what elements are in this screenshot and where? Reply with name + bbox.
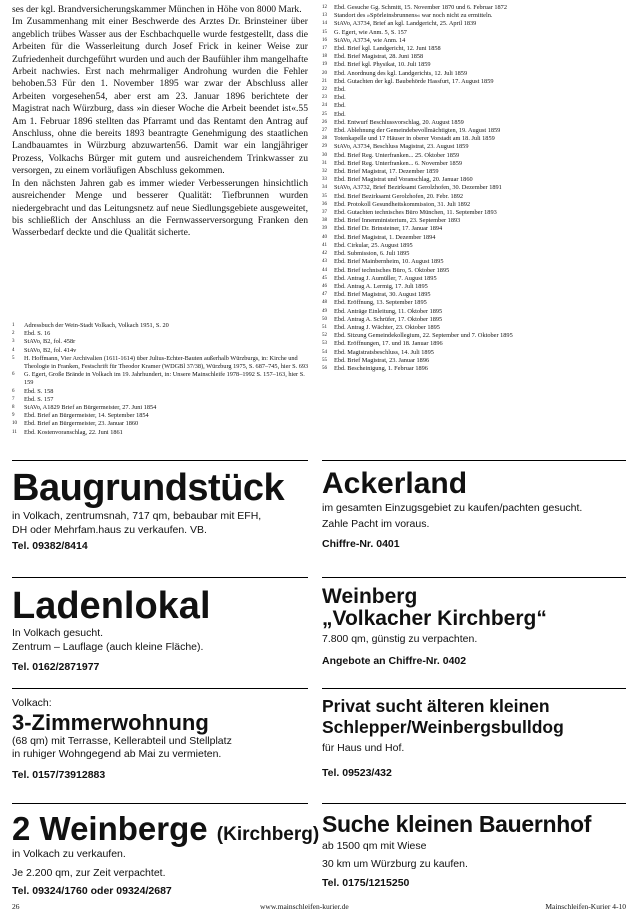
ad-contact: Tel. 0157/73912883	[12, 768, 106, 781]
footnote	[322, 12, 628, 20]
footnote-text: Ebd. Antrag J. Wächter, 23. Oktober 1895	[334, 323, 440, 331]
footnote-text: Ebd. Antrag A. Lermig, 17. Juli 1895	[334, 282, 428, 290]
footnote-number: 52	[322, 333, 327, 339]
footnote-text: Ebd.	[334, 102, 346, 110]
footnote-text: Ebd. Gutachten technisches Büro München, 11. September 1893	[334, 209, 497, 217]
ad-text: 7.800 qm, günstig zu verpachten.	[322, 633, 478, 645]
footnote-text: Ebd.	[334, 86, 346, 94]
footnote	[322, 135, 628, 143]
footnote-number: 10	[12, 421, 17, 427]
footnote-number: 19	[322, 62, 327, 68]
footnote-text: Ebd. Brief technisches Büro, 5. Oktober 1895	[334, 266, 450, 274]
ad-text: 30 km um Würzburg zu kaufen.	[322, 857, 468, 870]
footnote-number: 51	[322, 324, 327, 330]
footnote-number: 48	[322, 300, 327, 306]
ad-headline: Ladenlokal	[12, 585, 211, 627]
footnote	[322, 20, 628, 28]
footnote-number: 35	[322, 193, 327, 199]
footnote-number: 11	[12, 429, 17, 435]
ad-headline-sub: (Kirchberg)	[216, 824, 320, 845]
ad-contact: Chiffre-Nr. 0401	[322, 538, 400, 550]
footnote-number: 36	[322, 201, 327, 207]
footnote	[322, 152, 628, 160]
footnote	[322, 119, 628, 127]
footnote	[322, 53, 628, 61]
footnote-number: 53	[322, 341, 327, 347]
ad-contact: Tel. 09324/1760 oder 09324/2687	[12, 885, 172, 897]
footnote-text: Ebd. Brief Magistrat und Voranschlag, 20. Januar 1860	[334, 176, 473, 184]
footnote	[322, 29, 628, 37]
footnote-number: 18	[322, 54, 327, 60]
footnote-number: 3	[12, 339, 15, 345]
footnote-number: 9	[12, 413, 15, 419]
footnote-number: 55	[322, 357, 327, 363]
footnote-text: Ebd. Bescheinigung, 1. Februar 1896	[334, 364, 428, 372]
footnote-number: 37	[322, 210, 327, 216]
footnote	[12, 347, 310, 355]
footnote	[322, 127, 628, 135]
footnote	[322, 340, 628, 348]
ad-pretext: Volkach:	[12, 697, 52, 709]
website-link[interactable]: www.mainschleifen-kurier.de	[260, 902, 349, 911]
footnote	[12, 338, 310, 346]
footnote	[322, 78, 628, 86]
footnote	[322, 168, 628, 176]
article-paragraph: Im Zusammenhang mit einer Beschwerde des Arztes Dr. Brinsteiner über angeblich trübes Wasser aus der Eschbachquelle wurde festgestellt, dass die Arbeiten für die Wasserleitung durch Josef Frick in keiner Weise zur Zufriedenheit durchgeführt wurden und auch der Baufühler ihm mangelhafte Arbeit nachwies. Erst nach mehrmaliger Androhung wurden die Fehler behoben.53 Für den 1. November 1895 war zwar der Abschluss aller Arbeiten vorgesehen54, aber erst am 23. Januar 1896 berichtete der Magistrat nach Würzburg, dass »in dieser Woche die Arbeit beendet ist«.55 Am 1. Februar 1896 stellten das Pfarramt und das Rentamt den Antrag auf Anschluss, ohne die bereits 1893 beantragte Genehmigung des staatlichen Landbauamtes in Würzburg abzuwarten56. Damit war ein langjähriger Prozess, Volkachs Bürger mit gutem und ausreichendem Trinkwasser zu versorgen, zu einem vorläufigen Abschluss gekommen.	[12, 16, 308, 177]
footnotes-left	[12, 322, 310, 437]
footnote	[322, 111, 628, 119]
footnote	[322, 267, 628, 275]
footnote-number: 45	[322, 275, 327, 281]
page-footer	[12, 900, 626, 914]
footnote-text: Totenkapelle und 17 Häuser in oberer Vorstadt am 18. Juli 1859	[334, 135, 495, 143]
footnote-number: 21	[322, 78, 327, 84]
footnote-text: Ebd. Brief Bezirksamt Gerolzhofen, 20. Febr. 1892	[334, 192, 464, 200]
footnote-number: 20	[322, 70, 327, 76]
footnote	[322, 209, 628, 217]
footnote	[322, 250, 628, 258]
footnote-text: Ebd. Brief Reg. Unterfranken... 25. Oktober 1859	[334, 151, 460, 159]
ad-text: In Volkach gesucht.	[12, 627, 104, 639]
footnote-number: 7	[12, 396, 15, 402]
footnote-text: Ebd.	[334, 94, 346, 102]
ad-text: (68 qm) mit Terrasse, Kellerabteil und Stellplatz	[12, 734, 232, 747]
footnote-text: Ebd. Brief Magistrat, 1. Dezember 1894	[334, 233, 436, 241]
footnote	[322, 143, 628, 151]
footnote-number: 16	[322, 37, 327, 43]
footnote-number: 24	[322, 103, 327, 109]
footnote-number: 17	[322, 46, 327, 52]
ad-bauernhof	[322, 803, 626, 904]
footnote-text: Ebd. Antrag A. Schrüfer, 17. Oktober 1895	[334, 315, 443, 323]
footnote-number: 40	[322, 234, 327, 240]
ad-text: in ruhiger Wohngegend ab Mai zu vermieten.	[12, 748, 222, 760]
ad-text: DH oder Mehrfam.haus zu verkaufen. VB.	[12, 523, 207, 536]
footnote-text: Ebd. Brief Magistrat, 30. August 1895	[334, 291, 431, 299]
ad-headline: Suche kleinen Bauernhof	[322, 811, 592, 837]
footnote-text: Adressbuch der Wein-Stadt Volkach, Volkach 1951, S. 20	[24, 322, 169, 329]
footnote	[322, 275, 628, 283]
footnote-text: Ebd.	[334, 110, 346, 118]
footnote-number: 27	[322, 128, 327, 134]
ad-headline: Weinberg	[322, 585, 418, 608]
footnote-number: 6	[12, 388, 15, 394]
footnote-number: 2	[12, 331, 15, 337]
ad-2-weinberge	[12, 803, 320, 904]
footnote-text: Ebd. Ablehnung der Gemeindebevollmächtigten, 19. August 1859	[334, 127, 501, 135]
footnote	[322, 37, 628, 45]
issue-label: Mainschleifen-Kurier 4-10	[545, 902, 626, 911]
footnote	[322, 299, 628, 307]
footnote-text: Ebd. S. 16	[24, 330, 51, 338]
footnote-number: 12	[322, 5, 327, 10]
footnote-text: Ebd. Submission, 6. Juli 1895	[334, 250, 410, 258]
footnote-text: Ebd. S. 157	[24, 395, 54, 403]
footnote-text: Ebd. Kostenvoranschlag, 22. Juni 1861	[24, 428, 123, 436]
footnote-text: Ebd. Entwurf Beschlussvorschlag, 20. August 1859	[334, 118, 464, 126]
footnote-number: 30	[322, 152, 327, 158]
ad-ackerland	[322, 460, 626, 561]
footnote-text: StAVo, A1829 Brief an Bürgermeister, 27. Juni 1854	[24, 404, 157, 412]
ad-text: in Volkach, zentrumsnah, 717 qm, bebaubar mit EFH,	[12, 510, 262, 522]
ad-text: Zentrum – Lauflage (auch kleine Fläche).	[12, 640, 204, 653]
footnote-number: 38	[322, 218, 327, 224]
footnote-number: 1	[12, 323, 15, 328]
footnote	[322, 283, 628, 291]
footnote-text: Ebd. Anträge Einleitung, 11. Oktober 1895	[334, 307, 443, 315]
ad-3-zimmerwohnung	[12, 688, 308, 789]
footnote-number: 31	[322, 160, 327, 166]
footnote-text: Ebd. Brief Innenministerium, 23. September 1893	[334, 217, 461, 225]
footnote	[322, 234, 628, 242]
ad-contact: Tel. 09523/432	[322, 766, 392, 779]
footnote	[322, 102, 628, 110]
footnote-number: 15	[322, 29, 327, 35]
footnote-text: Ebd. Brief kgl. Landgericht, 12. Juni 1858	[334, 45, 441, 53]
article-paragraph: ses der kgl. Brandversicherungskammer München in Höhe von 8000 Mark.	[12, 4, 302, 15]
footnote-number: 23	[322, 95, 327, 101]
footnote	[12, 330, 310, 338]
footnote-text: Ebd. Brief an Bürgermeister, 14. September 1854	[24, 412, 149, 420]
footnote-number: 25	[322, 111, 327, 117]
article-paragraph: In den nächsten Jahren gab es immer wieder Verbesserungen hinsichtlich ausreichender Menge und besserer Qualität: Tiefbrunnen wurden niedergebracht und das Leitungsnetz auf neue Siedlungsgebiete ausgeweitet, bis schließlich der Anschluss an die Fernwasserversorgung Franken den Wasserbedarf deckte und die Qualität sicherte.	[12, 177, 308, 239]
ad-headline: Ackerland	[322, 467, 468, 500]
footnote	[322, 357, 628, 365]
footnote-text: StAVo, A3734, Brief an kgl. Landgericht, 25. April 1839	[334, 20, 477, 28]
footnote-number: 56	[322, 365, 327, 371]
footnote-number: 43	[322, 259, 327, 265]
ad-contact: Tel. 0175/1215250	[322, 877, 410, 889]
footnote-number: 49	[322, 308, 327, 314]
footnote-number: 54	[322, 349, 327, 355]
footnote-text: Ebd. Brief kgl. Physikat, 10. Juli 1859	[334, 61, 431, 69]
page-number: 26	[12, 902, 20, 911]
footnote	[322, 193, 628, 201]
footnote	[322, 94, 628, 102]
ad-contact: Tel. 09382/8414	[12, 540, 88, 552]
footnote-number: 44	[322, 267, 327, 273]
footnote-number: 41	[322, 242, 327, 248]
footnote-text: Ebd. Brief Magistrat, 17. Dezember 1859	[334, 168, 439, 176]
footnote	[322, 349, 628, 357]
ad-contact: Tel. 0162/2871977	[12, 661, 100, 673]
footnote-number: 22	[322, 87, 327, 93]
ad-contact: Angebote an Chiffre-Nr. 0402	[322, 654, 467, 667]
footnote	[322, 160, 628, 168]
footnote-text: G. Egert, wie Anm. 5, S. 157	[334, 28, 407, 36]
footnote-number: 4	[12, 347, 15, 353]
ad-headline: Privat sucht älteren kleinen	[322, 696, 550, 716]
footnote-number: 46	[322, 283, 327, 289]
ad-schlepper	[322, 688, 626, 789]
footnote	[322, 291, 628, 299]
ad-headline-main: 2 Weinberge	[12, 810, 208, 847]
ad-text: Je 2.200 qm, zur Zeit verpachtet.	[12, 866, 166, 879]
footnote	[322, 61, 628, 69]
ad-headline: Baugrundstück	[12, 467, 285, 509]
footnote-number: 39	[322, 226, 327, 232]
ad-headline: 3-Zimmerwohnung	[12, 709, 209, 735]
footnote	[322, 258, 628, 266]
footnote-text: H. Hoffmann, Vier Archivalien (1611-1614) über Julius-Echter-Bauten außerhalb Würzburgs, in: Kirche und Theologie in Franken, Festschrift für Theodor Kramer (WDGBl 37/38), Würzburg 1975, S. 687–745, hier S. 693	[24, 354, 309, 371]
footnote-text: Ebd. Anordnung des kgl. Landgerichts, 12. Juli 1859	[334, 69, 468, 77]
footnote-number: 28	[322, 136, 327, 142]
footnote-text: Ebd. Sitzung Gemeindekollegium, 22. September und 7. Oktober 1895	[334, 332, 513, 340]
footnote	[322, 332, 628, 340]
footnote	[322, 217, 628, 225]
ad-weinberg	[322, 577, 626, 673]
footnote-text: Ebd. Brief Dr. Brinsteiner, 17. Januar 1894	[334, 225, 443, 233]
footnote-text: Standort des »Spörleinsbrunnens« war noch nicht zu ermitteln.	[334, 12, 493, 20]
footnote	[322, 308, 628, 316]
footnote-text: Ebd. Brief Magistrat, 23. Januar 1896	[334, 356, 430, 364]
ad-baugrundstueck	[12, 460, 308, 561]
footnote-text: Ebd. Brief Magistrat, 28. Juni 1858	[334, 53, 424, 61]
ad-headline	[12, 810, 320, 847]
footnote-number: 26	[322, 119, 327, 125]
footnote	[322, 365, 628, 373]
footnote-text: Ebd. Gesuche Gg. Schmitt, 15. November 1870 und 6. Februar 1872	[334, 4, 507, 11]
footnote	[322, 201, 628, 209]
footnote	[322, 86, 628, 94]
footnote	[12, 396, 310, 404]
footnote	[322, 225, 628, 233]
footnote	[12, 412, 310, 420]
footnote	[322, 316, 628, 324]
footnote-number: 33	[322, 177, 327, 183]
footnote	[322, 45, 628, 53]
footnote-number: 6	[12, 372, 15, 378]
article-text	[12, 4, 308, 240]
ad-text: im gesamten Einzugsgebiet zu kaufen/pachten gesucht.	[322, 502, 583, 514]
footnote-text: Ebd. Brief an Bürgermeister, 23. Januar 1860	[24, 420, 139, 428]
footnote	[12, 371, 310, 387]
footnote-text: Ebd. Magistratsbeschluss, 14. Juli 1895	[334, 348, 434, 356]
footnote-text: Ebd. Antrag J. Aumüller, 7. August 1895	[334, 274, 437, 282]
footnote-text: Ebd. Cirkular, 25. August 1895	[334, 241, 413, 249]
ad-ladenlokal	[12, 577, 308, 673]
footnote-number: 32	[322, 169, 327, 175]
footnote	[322, 4, 628, 12]
footnote-text: Ebd. Brief Mainbernheim, 10. August 1895	[334, 258, 444, 266]
footnote	[12, 355, 310, 371]
footnote	[12, 404, 310, 412]
footnote	[322, 184, 628, 192]
footnote	[12, 322, 310, 330]
footnote-text: Ebd. Gutachten der kgl. Baubehörde Hassfurt, 17. August 1859	[334, 77, 494, 85]
footnote-number: 29	[322, 144, 327, 150]
ad-text: in Volkach zu verkaufen.	[12, 848, 126, 860]
footnote	[322, 324, 628, 332]
footnote-text: StAVo, B2, fol. 458r	[24, 338, 76, 346]
footnote-text: Ebd. Protokoll Gesundheitskommission, 31. Juli 1892	[334, 200, 471, 208]
footnote-text: StAVo, A3734, Beschluss Magistrat, 23. August 1859	[334, 143, 469, 151]
footnote-text: Ebd. S. 158	[24, 387, 54, 395]
footnote-number: 50	[322, 316, 327, 322]
footnote-number: 14	[322, 21, 327, 27]
footnote	[12, 420, 310, 428]
footnote	[12, 429, 310, 437]
ad-headline: „Volkacher Kirchberg“	[322, 607, 547, 630]
footnote-number: 8	[12, 405, 15, 411]
footnote-text: Ebd. Eröffnung, 13. September 1895	[334, 299, 427, 307]
footnote-number: 13	[322, 13, 327, 19]
footnote	[322, 70, 628, 78]
footnote-number: 47	[322, 292, 327, 298]
footnote-number: 5	[12, 355, 15, 361]
footnotes-right	[322, 4, 628, 373]
footnote-text: StAVo, A3732, Brief Bezirksamt Gerolzhofen, 30. Dezember 1891	[334, 184, 502, 192]
ad-text: ab 1500 qm mit Wiese	[322, 840, 427, 852]
footnote-text: StAVo, A3734, wie Anm. 14	[334, 36, 406, 44]
ad-headline: Schlepper/Weinbergsbulldog	[322, 716, 564, 737]
footnote-number: 34	[322, 185, 327, 191]
footnote	[322, 176, 628, 184]
footnote-number: 42	[322, 251, 327, 257]
ad-text: für Haus und Hof.	[322, 742, 405, 754]
footnote	[322, 242, 628, 250]
footnote-text: G. Egert, Große Brände in Volkach im 19. Jahrhundert, in: Unsere Mainschleife 1978–1992 S. 157–163, hier S. 159	[24, 371, 305, 387]
ad-text: Zahle Pacht im voraus.	[322, 517, 430, 530]
footnote-text: Ebd. Eröffnungen, 17. und 18. Januar 1896	[334, 340, 443, 348]
footnote-text: StAVo, B2, fol. 414v	[24, 346, 77, 354]
footnote-text: Ebd. Brief Reg. Unterfranken... 6. November 1859	[334, 159, 463, 167]
footnote	[12, 388, 310, 396]
